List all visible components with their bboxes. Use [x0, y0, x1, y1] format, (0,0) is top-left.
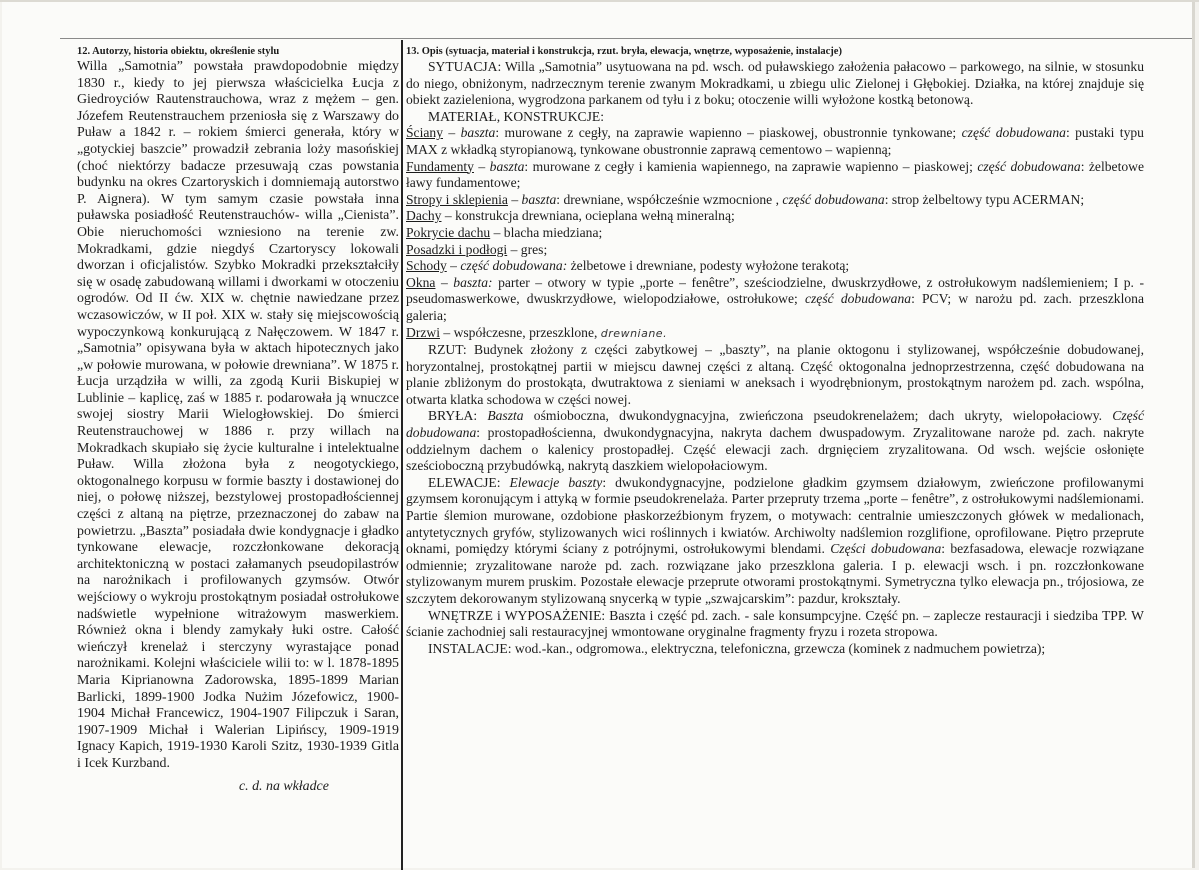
- dachy-entry: Dachy – konstrukcja drewniana, ocieplana wełną mineralną;: [406, 208, 735, 224]
- posadzki-label: Posadzki i podłogi: [406, 241, 508, 257]
- wnetrze-paragraph: WNĘTRZE i WYPOSAŻENIE: Baszta i część pd. zach. - sale konsumpcyjne. Część pn. – zaplecze restauracji i siedziba TPP. W ścianie zachodniej sali restauracyjnej wmontowane oryginalne fragmenty fryzu i rozeta stropowa.: [406, 607, 1144, 640]
- fundamenty-label: Fundamenty: [406, 158, 474, 174]
- schody-entry: Schody – część dobudowana: żelbetowe i drewniane, podesty wyłożone terakotą;: [406, 258, 850, 274]
- pokrycie-label: Pokrycie dachu: [406, 224, 491, 240]
- posadzki-entry: Posadzki i podłogi – gres;: [406, 241, 548, 257]
- dachy-label: Dachy: [406, 208, 442, 224]
- instalacje-paragraph: INSTALACJE: wod.-kan., odgromowa., elektryczna, telefoniczna, grzewcza (kominek z nadmuchem powietrza);: [428, 640, 1046, 656]
- header-rule: [60, 38, 1192, 39]
- section-13-heading: 13. Opis (sytuacja, materiał i konstrukcja, rzut. bryła, elewacja, wnętrze, wyposażenie, instalacje): [406, 46, 842, 57]
- elewacje-paragraph: ELEWACJE: Elewacje baszty: dwukondygnacyjne, podzielone gładkim gzymsem działowym, zwieńczone profilowanymi gzymsem koronującym i attyką w formie pseudokrenelaża. Parter przepruty trzema „porte – fenêtre”, z ostrołukowymi nadślemionami. Partie ślemion murowane, ozdobione płaskorzeźbionym fryzem, o motywach: centralnie umieszczonych główek w medalionach, antytetycznych gryfów, stylizowanych wici roślinnych i kwiatów. Archiwolty nadślemion rozglifione, oprofilowane. Piętro przeprute oknami, pomiędzy którymi ściany z potrójnymi, ostrołukowymi blendami. Części dobudowana: bezfasadowa, elewacje rozwiązane odmiennie; zryzalitowane naroże pd. zach. rozwiązane jako przeszklona galeria. I p. elewacji wsch. i pn. rozczłonkowane stylizowanym murem pruskim. Pozostałe elewacje przeprute otworami prostokątnymi. Symetryczna tylko elewacja pn., trójosiowa, ze szczytem dekorowanym stylizowaną snycerką w typie „szwajcarskim”: pazdur, krokształy.: [406, 474, 1144, 606]
- section-12-heading: 12. Autorzy, historia obiektu, określenie stylu: [77, 46, 280, 57]
- sytuacja-paragraph: SYTUACJA: Willa „Samotnia” usytuowana na pd. wsch. od puławskiego założenia pałacowo – parkowego, na silnie, w stosunku do niego, obniżonym, nadrzecznym terenie zwanym Mokradkami, u zbiegu ulic Zielonej i Głębokiej. Działka, na której znajduje się obiekt zazieleniona, wygrodzona parkanem od tyłu i z boku; otoczenie willi wyłożone kostką betonową.: [406, 59, 1144, 108]
- rzut-paragraph: RZUT: Budynek złożony z części zabytkowej – „baszty”, na planie oktogonu i stylizowanej, współcześnie dobudowanej, horyzontalnej, prostokątnej partii w miejscu dawnej części z altaną. Część oktogonalna jednoprzestrzenna, część dobudowana na planie zbliżonym do prostokąta, dwutraktowa z sieniami w aneksach i wyodrębnionym, prostokątnym narożem pd. zach. wspólna, otwarta klatka schodowa w części nowej.: [406, 342, 1144, 407]
- material-heading: MATERIAŁ, KONSTRUKCJE:: [428, 108, 604, 124]
- left-column: [77, 43, 399, 795]
- stropy-entry: Stropy i sklepienia – baszta: drewniane, współcześnie wzmocnione , część dobudowana: strop żelbeltowy typu ACERMAN;: [406, 191, 1085, 207]
- okna-label: Okna: [406, 274, 436, 290]
- stropy-label: Stropy i sklepienia: [406, 191, 508, 207]
- continuation-note: c. d. na wkładce: [239, 778, 329, 794]
- drzwi-label: Drzwi: [406, 324, 440, 340]
- drzwi-entry: Drzwi – współczesne, przeszklone, drewniane.: [406, 324, 668, 340]
- sciany-label: Ściany: [406, 125, 443, 141]
- fundamenty-entry: Fundamenty – baszta: murowane z cegły i kamienia wapiennego, na zaprawie wapienno – piaskowej; część dobudowana: żelbetowe ławy fundamentowe;: [406, 158, 1144, 191]
- column-divider: [401, 40, 403, 870]
- schody-label: Schody: [406, 258, 447, 274]
- pokrycie-entry: Pokrycie dachu – blacha miedziana;: [406, 224, 603, 240]
- bryla-paragraph: BRYŁA: Baszta ośmioboczna, dwukondygnacyjna, zwieńczona pseudokrenelażem; dach ukryty, wielopołaciowy. Część dobudowana: prostopadłościenna, dwukondygnacyjna, nakryta dachem dwuspadowym. Zryzalitowane naroże pd. zach. nakryte oddzielnym dachem o kalenicy prostopadłej. Część elewacji zach. drgnięciem zryzalitowana. Od wsch. wejście osłonięte sześcioboczną przybudówką, nakrytą daszkiem wielopołaciowym.: [406, 408, 1144, 474]
- sciany-entry: Ściany – baszta: murowane z cegły, na zaprawie wapienno – piaskowej, obustronnie tynkowane; część dobudowana: pustaki typu MAX z wkładką styropianową, tynkowane obustronnie zaprawą cementowo – wapienną;: [406, 125, 1144, 157]
- okna-entry: Okna – baszta: parter – otwory w typie „porte – fenêtre”, sześciodzielne, dwuskrzydłowe, z ostrołukowym nadślemieniem; I p. - pseudomaswerkowe, dwuskrzydłowe, wielopodziałowe, ostrołukowe; część dobudowana: PCV; w narożu pd. zach. przeszklona galeria;: [406, 274, 1144, 323]
- history-paragraph: Willa „Samotnia” powstała prawdopodobnie między 1830 r., kiedy to jej pierwsza właścicielka Łucja z Giedroyciów Rautenstrauchowa, wraz z mężem – gen. Józefem Reutenstrauchem przeniosła się z Warszawy do Puław a 1842 r. – rokiem śmierci generała, który w „gotyckiej baszcie” prowadził zebrania loży masońskiej (choć niektórzy badacze przesuwają czas powstania budynku na okres Czartoryskich i domniemają autorstwo P. Aignera). W tym samym czasie powstała inna puławska posiadłość Reutenstrauchów- willa „Cienista”. Obie nieruchomości wzniesiono na terenie zw. Mokradkami, gdzie niegdyś Czartoryscy lokowali dworzan i oficjalistów. Szybko Mokradki przekształciły się w osadę zabudowaną willami i dworkami w otoczeniu ogrodów. Od II ćw. XIX w. chętnie nawiedzane przez wczasowiczów, w II poł. XIX w. stały się miejscowością wypoczynkową konkurującą z Nałęczowem. W 1847 r. „Samotnia” opisywana była w aktach hipotecznych jako „w połowie murowana, w połowie drewniana”. W 1875 r. Łucja urządziła w willi, za zgodą Kurii Biskupiej w Lublinie – kaplicę, zaś w 1885 r. podarowała ją wnuczce swojej siostry Marii Wielogłowskiej. Do śmierci Reutenstrauchowej w 1886 r. przy willach na Mokradkach skupiało się życie kulturalne i intelektualne Puław. Willa złożona była z neogotyckiego, oktogonalnego korpusu w formie baszty i dostawionej do niej, o połowę niższej, bezstylowej prostopadłościennej części z altaną na piętrze, przeznaczonej do zabaw na powietrzu. „Baszta” posiadała dwie kondygnacje i gładko tynkowane elewacje, rozczłonkowane dekoracją architektoniczną w postaci załamanych pseudopilastrów na narożnikach i profilowanych gzymsów. Otwór wejściowy o wykroju prostokątnym posiadał ostrołukowe nadświetle wypełnione witrażowym maswerkiem. Również okna i blendy zamykały łuki ostre. Całość wieńczył krenelaż i sterczyny wyrastające ponad narożnikami. Kolejni właściciele wilii to: w l. 1878-1895 Maria Kiprianowna Zadorowska, 1895-1899 Marian Barlicki, 1899-1900 Jodka Nużim Józefowicz, 1900-1904 Michał Francewicz, 1904-1907 Filipczuk i Saran, 1907-1909 Michał i Walerian Lipińscy, 1909-1919 Ignacy Kapich, 1919-1930 Karoli Szitz, 1930-1939 Gitla i Icek Kurzband.: [77, 59, 399, 771]
- handwritten-annotation: drewniane.: [600, 326, 668, 340]
- right-column: [406, 43, 1144, 657]
